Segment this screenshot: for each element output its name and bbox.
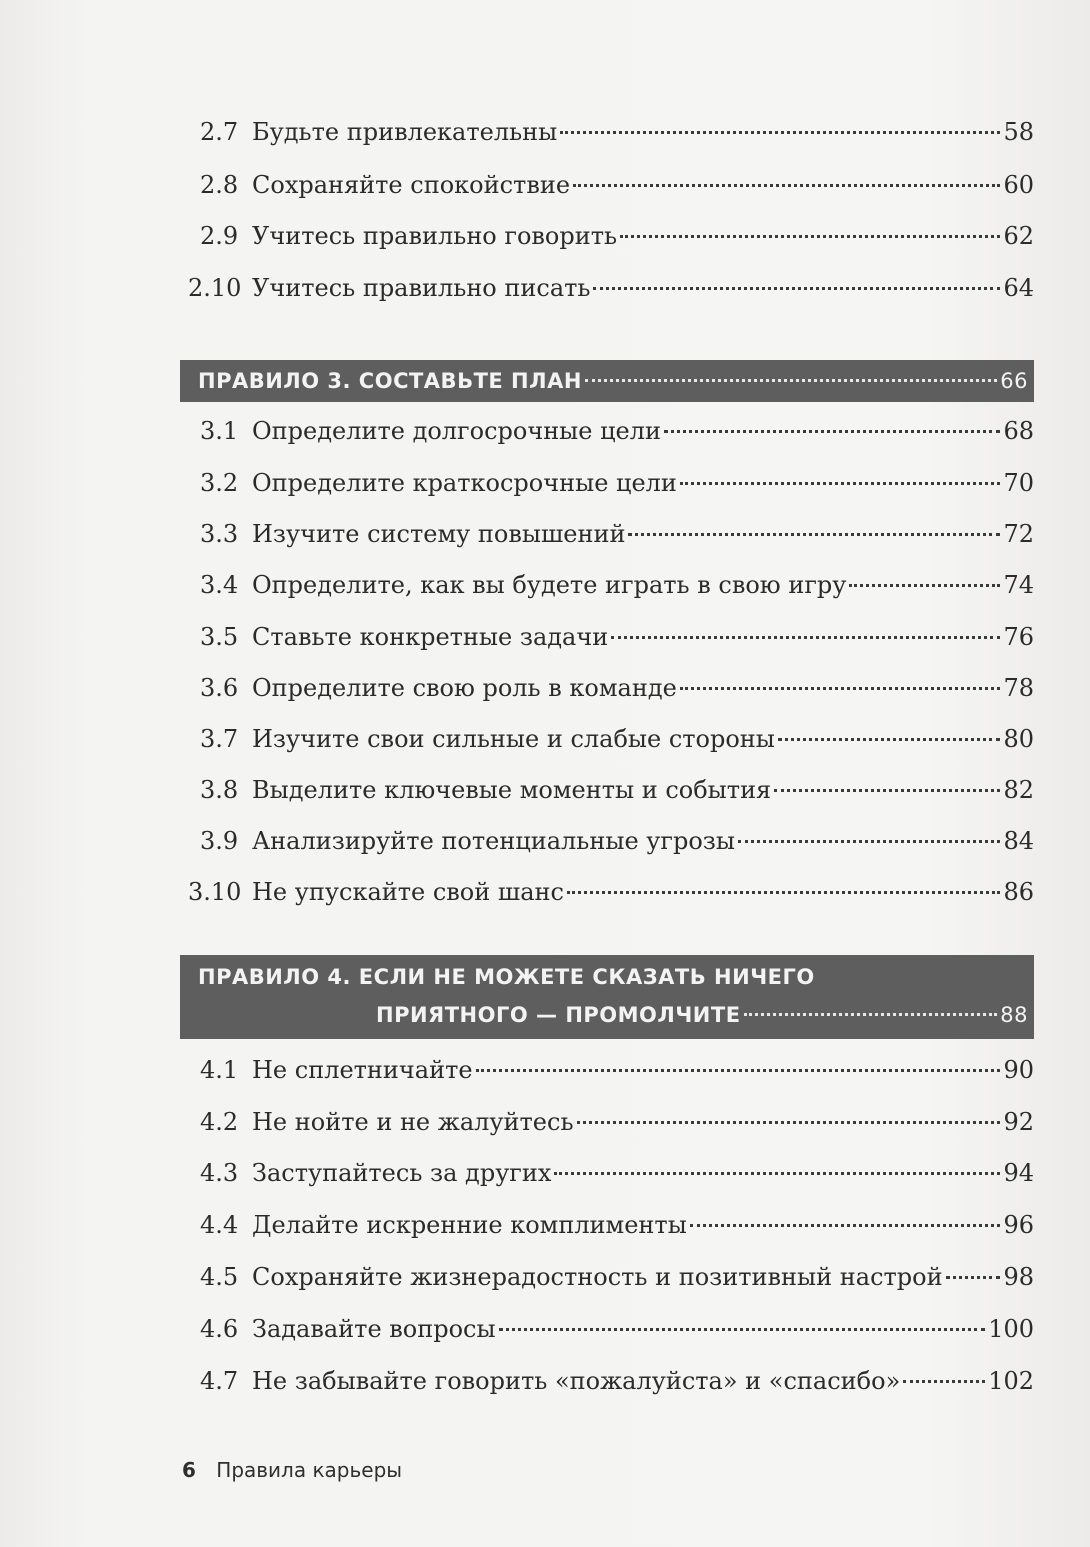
toc-entry-2-9 xyxy=(180,216,1034,256)
toc-entry-4-5 xyxy=(180,1257,1034,1297)
entry-page: 100 xyxy=(988,1315,1034,1343)
rule-3-page: 66 xyxy=(1000,369,1028,393)
entry-page: 82 xyxy=(1003,776,1034,804)
dot-leader xyxy=(778,738,1001,741)
entry-title: Сохраняйте спокойствие xyxy=(252,171,571,199)
entry-number: 2.9 xyxy=(200,222,239,250)
entry-number: 4.6 xyxy=(200,1315,239,1343)
toc-entry-4-7 xyxy=(180,1361,1034,1401)
entry-title: Определите долгосрочные цели xyxy=(252,417,661,445)
entry-page: 94 xyxy=(1003,1159,1034,1187)
toc-entry-3-2 xyxy=(180,463,1034,503)
dot-leader xyxy=(628,533,1000,536)
toc-entry-4-4 xyxy=(180,1205,1034,1245)
entry-title: Сохраняйте жизнерадостность и позитивный настрой xyxy=(252,1263,943,1291)
entry-number: 3.2 xyxy=(200,469,239,497)
toc-entry-3-8 xyxy=(180,770,1034,810)
entry-title: Не нойте и не жалуйтесь xyxy=(252,1108,574,1136)
entry-page: 86 xyxy=(1003,878,1034,906)
entry-number: 4.4 xyxy=(200,1211,239,1239)
toc-entry-3-1 xyxy=(180,411,1034,451)
entry-number: 4.2 xyxy=(200,1108,239,1136)
entry-number: 4.3 xyxy=(200,1159,239,1187)
entry-title: Не сплетничайте xyxy=(252,1056,473,1084)
entry-number: 4.5 xyxy=(200,1263,239,1291)
entry-page: 72 xyxy=(1003,520,1034,548)
toc-entry-4-3 xyxy=(180,1153,1034,1193)
entry-page: 74 xyxy=(1003,571,1034,599)
dot-leader xyxy=(903,1380,985,1383)
entry-number: 3.5 xyxy=(200,623,239,651)
dot-leader xyxy=(476,1069,1001,1072)
toc-entry-4-2 xyxy=(180,1102,1034,1142)
dot-leader xyxy=(680,687,1001,690)
page-number: 6 xyxy=(182,1458,196,1482)
entry-page: 68 xyxy=(1003,417,1034,445)
toc-entry-2-7 xyxy=(180,112,1034,152)
toc-entry-3-10 xyxy=(180,872,1034,912)
dot-leader xyxy=(946,1276,1001,1279)
dot-leader xyxy=(577,1121,1001,1124)
dot-leader xyxy=(554,1172,1000,1175)
entry-title: Учитесь правильно говорить xyxy=(252,222,618,250)
entry-number: 3.8 xyxy=(200,776,239,804)
dot-leader xyxy=(744,1013,998,1016)
entry-page: 78 xyxy=(1003,674,1034,702)
entry-page: 90 xyxy=(1003,1056,1034,1084)
entry-page: 84 xyxy=(1003,827,1034,855)
dot-leader xyxy=(593,287,1000,290)
entry-page: 60 xyxy=(1003,171,1034,199)
entry-number: 2.7 xyxy=(200,118,239,146)
toc-entry-3-5 xyxy=(180,617,1034,657)
dot-leader xyxy=(664,430,1000,433)
entry-title: Ставьте конкретные задачи xyxy=(252,623,609,651)
entry-title: Определите, как вы будете играть в свою игру xyxy=(252,571,847,599)
dot-leader xyxy=(567,891,1001,894)
rule-4-page: 88 xyxy=(1000,1003,1028,1027)
rule-3-heading: ПРАВИЛО 3. СОСТАВЬТЕ ПЛАН xyxy=(198,369,582,393)
dot-leader xyxy=(499,1328,986,1331)
entry-number: 2.10 xyxy=(188,274,242,302)
entry-title: Определите свою роль в команде xyxy=(252,674,677,702)
entry-title: Будьте привлекательны xyxy=(252,118,558,146)
dot-leader xyxy=(690,1224,1001,1227)
toc-entry-3-7 xyxy=(180,719,1034,759)
entry-number: 4.7 xyxy=(200,1367,239,1395)
dot-leader xyxy=(849,584,1000,587)
page-footer xyxy=(182,1458,402,1482)
entry-number: 4.1 xyxy=(200,1056,239,1084)
rule-3-heading-band xyxy=(180,360,1034,402)
entry-page: 80 xyxy=(1003,725,1034,753)
entry-number: 3.1 xyxy=(200,417,239,445)
rule-4-heading-line-2: ПРИЯТНОГО — ПРОМОЛЧИТЕ xyxy=(376,1003,741,1027)
entry-page: 76 xyxy=(1003,623,1034,651)
entry-page: 98 xyxy=(1003,1263,1034,1291)
dot-leader xyxy=(573,184,1000,187)
entry-number: 3.3 xyxy=(200,520,239,548)
entry-title: Выделите ключевые моменты и события xyxy=(252,776,772,804)
dot-leader xyxy=(774,789,1000,792)
entry-number: 3.10 xyxy=(188,878,242,906)
entry-title: Задавайте вопросы xyxy=(252,1315,496,1343)
entry-title: Не забывайте говорить «пожалуйста» и «спасибо» xyxy=(252,1367,901,1395)
entry-page: 70 xyxy=(1003,469,1034,497)
dot-leader xyxy=(738,840,1000,843)
toc-entry-3-6 xyxy=(180,668,1034,708)
dot-leader xyxy=(585,379,997,382)
entry-page: 64 xyxy=(1003,274,1034,302)
toc-entry-3-3 xyxy=(180,514,1034,554)
dot-leader xyxy=(560,131,1000,134)
dot-leader xyxy=(620,235,1000,238)
running-title: Правила карьеры xyxy=(216,1458,403,1482)
entry-page: 96 xyxy=(1003,1211,1034,1239)
rule-4-heading-band xyxy=(180,955,1034,1039)
toc-entry-2-8 xyxy=(180,165,1034,205)
entry-title: Учитесь правильно писать xyxy=(252,274,591,302)
rule-4-heading-line-1: ПРАВИЛО 4. ЕСЛИ НЕ МОЖЕТЕ СКАЗАТЬ НИЧЕГО xyxy=(198,965,815,989)
dot-leader xyxy=(680,482,1001,485)
entry-title: Делайте искренние комплименты xyxy=(252,1211,687,1239)
entry-number: 3.7 xyxy=(200,725,239,753)
entry-page: 58 xyxy=(1003,118,1034,146)
toc-entry-3-4 xyxy=(180,565,1034,605)
entry-number: 3.9 xyxy=(200,827,239,855)
entry-number: 3.6 xyxy=(200,674,239,702)
entry-title: Изучите систему повышений xyxy=(252,520,626,548)
entry-page: 92 xyxy=(1003,1108,1034,1136)
entry-title: Анализируйте потенциальные угрозы xyxy=(252,827,735,855)
toc-entry-4-1 xyxy=(180,1050,1034,1090)
entry-title: Заступайтесь за других xyxy=(252,1159,552,1187)
toc-entry-4-6 xyxy=(180,1309,1034,1349)
toc-entry-2-10 xyxy=(180,268,1034,308)
entry-number: 3.4 xyxy=(200,571,239,599)
entry-page: 102 xyxy=(988,1367,1034,1395)
entry-title: Не упускайте свой шанс xyxy=(252,878,564,906)
entry-number: 2.8 xyxy=(200,171,239,199)
toc-entry-3-9 xyxy=(180,821,1034,861)
entry-page: 62 xyxy=(1003,222,1034,250)
entry-title: Определите краткосрочные цели xyxy=(252,469,677,497)
entry-title: Изучите свои сильные и слабые стороны xyxy=(252,725,775,753)
dot-leader xyxy=(611,636,1000,639)
